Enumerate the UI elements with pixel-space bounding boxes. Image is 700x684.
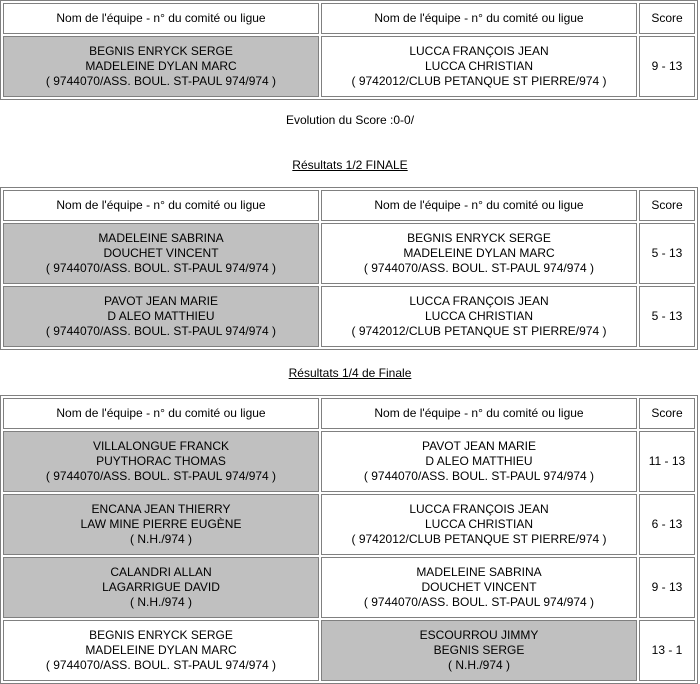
team1-header: Nom de l'équipe - n° du comité ou ligue [3,398,319,429]
player-name: MADELEINE SABRINA [416,565,542,579]
score-cell: 5 - 13 [639,223,695,284]
team2-cell [321,286,637,347]
player-name: ENCANA JEAN THIERRY [91,502,231,516]
team1-header: Nom de l'équipe - n° du comité ou ligue [3,190,319,221]
club-info: ( N.H./974 ) [447,658,510,672]
club-info: ( 9742012/CLUB PETANQUE ST PIERRE/974 ) [351,74,607,88]
team1-cell [3,494,319,555]
player-name: BEGNIS ENRYCK SERGE [89,628,233,642]
player-name: LAW MINE PIERRE EUGÈNE [80,517,242,531]
team1-cell [3,36,319,97]
team2-header: Nom de l'équipe - n° du comité ou ligue [321,398,637,429]
team1-cell [3,223,319,284]
final-results-table [0,0,698,100]
club-info: ( 9744070/ASS. BOUL. ST-PAUL 974/974 ) [45,324,277,338]
team2-header: Nom de l'équipe - n° du comité ou ligue [321,3,637,34]
header-row [3,3,695,34]
club-info: ( N.H./974 ) [129,532,192,546]
player-name: LUCCA CHRISTIAN [424,309,534,323]
header-row [3,398,695,429]
match-row [3,36,695,97]
club-info: ( N.H./974 ) [129,595,192,609]
player-name: PAVOT JEAN MARIE [421,439,537,453]
header-row [3,190,695,221]
player-name: BEGNIS ENRYCK SERGE [407,231,551,245]
player-name: PUYTHORAC THOMAS [96,454,226,468]
club-info: ( 9744070/ASS. BOUL. ST-PAUL 974/974 ) [45,261,277,275]
player-name: LUCCA CHRISTIAN [424,517,534,531]
score-evolution: Evolution du Score :0-0/ [285,113,415,127]
quarter-final-table [0,395,698,684]
player-name: VILLALONGUE FRANCK [92,439,230,453]
team2-cell [321,620,637,681]
score-header: Score [639,190,695,221]
player-name: DOUCHET VINCENT [103,246,219,260]
score-cell: 6 - 13 [639,494,695,555]
match-row [3,431,695,492]
quarter-final-title-link[interactable]: Résultats 1/4 de Finale [288,366,412,380]
team1-header: Nom de l'équipe - n° du comité ou ligue [3,3,319,34]
match-row [3,620,695,681]
player-name: LUCCA FRANÇOIS JEAN [409,44,549,58]
team2-cell [321,223,637,284]
player-name: CALANDRI ALLAN [110,565,212,579]
player-name: LUCCA FRANÇOIS JEAN [409,294,549,308]
team2-cell [321,557,637,618]
team2-cell [321,36,637,97]
player-name: D ALEO MATTHIEU [425,454,533,468]
match-row [3,223,695,284]
team1-cell [3,286,319,347]
player-name: LUCCA FRANÇOIS JEAN [409,502,549,516]
player-name: MADELEINE SABRINA [98,231,224,245]
player-name: BEGNIS ENRYCK SERGE [89,44,233,58]
player-name: D ALEO MATTHIEU [107,309,215,323]
match-row [3,557,695,618]
team1-cell [3,620,319,681]
score-cell: 9 - 13 [639,36,695,97]
score-cell: 11 - 13 [639,431,695,492]
player-name: DOUCHET VINCENT [421,580,537,594]
club-info: ( 9742012/CLUB PETANQUE ST PIERRE/974 ) [351,532,607,546]
club-info: ( 9744070/ASS. BOUL. ST-PAUL 974/974 ) [363,595,595,609]
player-name: PAVOT JEAN MARIE [103,294,219,308]
club-info: ( 9744070/ASS. BOUL. ST-PAUL 974/974 ) [363,261,595,275]
club-info: ( 9744070/ASS. BOUL. ST-PAUL 974/974 ) [363,469,595,483]
club-info: ( 9744070/ASS. BOUL. ST-PAUL 974/974 ) [45,469,277,483]
match-row [3,494,695,555]
score-cell: 13 - 1 [639,620,695,681]
club-info: ( 9742012/CLUB PETANQUE ST PIERRE/974 ) [351,324,607,338]
team2-cell [321,431,637,492]
team2-cell [321,494,637,555]
semi-final-title-link[interactable]: Résultats 1/2 FINALE [292,158,408,172]
player-name: MADELEINE DYLAN MARC [85,59,237,73]
score-cell: 5 - 13 [639,286,695,347]
player-name: BEGNIS SERGE [433,643,525,657]
semi-final-table [0,187,698,350]
score-cell: 9 - 13 [639,557,695,618]
team2-header: Nom de l'équipe - n° du comité ou ligue [321,190,637,221]
team1-cell [3,431,319,492]
player-name: MADELEINE DYLAN MARC [403,246,555,260]
club-info: ( 9744070/ASS. BOUL. ST-PAUL 974/974 ) [45,74,277,88]
score-header: Score [639,3,695,34]
player-name: ESCOURROU JIMMY [419,628,539,642]
match-row [3,286,695,347]
score-header: Score [639,398,695,429]
player-name: LUCCA CHRISTIAN [424,59,534,73]
club-info: ( 9744070/ASS. BOUL. ST-PAUL 974/974 ) [45,658,277,672]
player-name: MADELEINE DYLAN MARC [85,643,237,657]
team1-cell [3,557,319,618]
player-name: LAGARRIGUE DAVID [102,580,220,594]
